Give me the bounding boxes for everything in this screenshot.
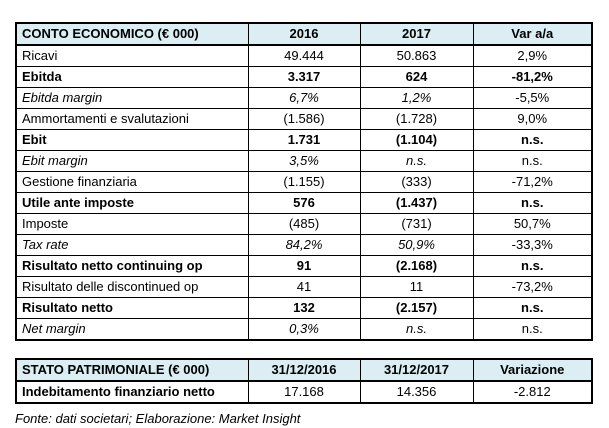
row-label: Risultato netto [16,298,248,319]
table-row [16,277,592,298]
value-var: n.s. [473,256,592,277]
table-row [16,319,592,341]
value-var: 2,9% [473,45,592,67]
row-label: Gestione finanziaria [16,172,248,193]
income-statement-header-row [16,23,592,45]
table-gap [15,341,609,358]
balance-sheet-title: STATO PATRIMONIALE (€ 000) [16,359,248,381]
value-var: -81,2% [473,67,592,88]
value-2017: n.s. [360,319,473,341]
table-row [16,193,592,214]
table-row [16,235,592,256]
source-note: Fonte: dati societari; Elaborazione: Market Insight [15,411,301,426]
row-label: Ebit margin [16,151,248,172]
income-statement-table [15,22,593,341]
table-row [16,130,592,151]
col-header-31-12-2016: 31/12/2016 [248,359,360,381]
value-2016: 3.317 [248,67,360,88]
value-2016: 132 [248,298,360,319]
value-var: 9,0% [473,109,592,130]
value-2017: n.s. [360,151,473,172]
value-2017: 14.356 [360,381,473,403]
value-2016: 6,7% [248,88,360,109]
value-2017: (731) [360,214,473,235]
row-label: Ebitda [16,67,248,88]
row-label: Ricavi [16,45,248,67]
col-header-31-12-2017: 31/12/2017 [360,359,473,381]
value-2016: 17.168 [248,381,360,403]
value-2016: (1.155) [248,172,360,193]
value-2017: 1,2% [360,88,473,109]
value-2017: 50,9% [360,235,473,256]
value-var: -73,2% [473,277,592,298]
row-label: Utile ante imposte [16,193,248,214]
col-header-variazione: Variazione [473,359,592,381]
row-label: Risultato delle discontinued op [16,277,248,298]
value-2016: 49.444 [248,45,360,67]
value-var: -5,5% [473,88,592,109]
value-2017: (333) [360,172,473,193]
col-header-var: Var a/a [473,23,592,45]
value-2017: 50.863 [360,45,473,67]
value-var: -2.812 [473,381,592,403]
balance-sheet-table [15,358,593,404]
value-2016: 84,2% [248,235,360,256]
value-2017: 11 [360,277,473,298]
value-var: n.s. [473,193,592,214]
value-var: n.s. [473,151,592,172]
value-2016: 0,3% [248,319,360,341]
value-var: n.s. [473,130,592,151]
value-2016: 3,5% [248,151,360,172]
row-label: Risultato netto continuing op [16,256,248,277]
col-header-2017: 2017 [360,23,473,45]
col-header-2016: 2016 [248,23,360,45]
value-var: n.s. [473,319,592,341]
value-2016: 1.731 [248,130,360,151]
value-var: 50,7% [473,214,592,235]
value-2016: (485) [248,214,360,235]
row-label: Tax rate [16,235,248,256]
value-var: -71,2% [473,172,592,193]
row-label: Ebit [16,130,248,151]
value-2017: (2.168) [360,256,473,277]
table-row [16,172,592,193]
row-label: Indebitamento finanziario netto [16,381,248,403]
value-2016: 91 [248,256,360,277]
table-row [16,381,592,403]
value-2017: 624 [360,67,473,88]
value-var: -33,3% [473,235,592,256]
value-2016: 576 [248,193,360,214]
table-row [16,214,592,235]
balance-sheet-header-row [16,359,592,381]
value-2016: (1.586) [248,109,360,130]
income-statement-title: CONTO ECONOMICO (€ 000) [16,23,248,45]
row-label: Net margin [16,319,248,341]
value-2016: 41 [248,277,360,298]
table-row [16,256,592,277]
value-2017: (1.104) [360,130,473,151]
row-label: Imposte [16,214,248,235]
table-row [16,67,592,88]
table-row [16,109,592,130]
row-label: Ammortamenti e svalutazioni [16,109,248,130]
table-row [16,298,592,319]
value-var: n.s. [473,298,592,319]
value-2017: (1.437) [360,193,473,214]
row-label: Ebitda margin [16,88,248,109]
table-row [16,151,592,172]
table-row [16,45,592,67]
table-row [16,88,592,109]
value-2017: (1.728) [360,109,473,130]
value-2017: (2.157) [360,298,473,319]
